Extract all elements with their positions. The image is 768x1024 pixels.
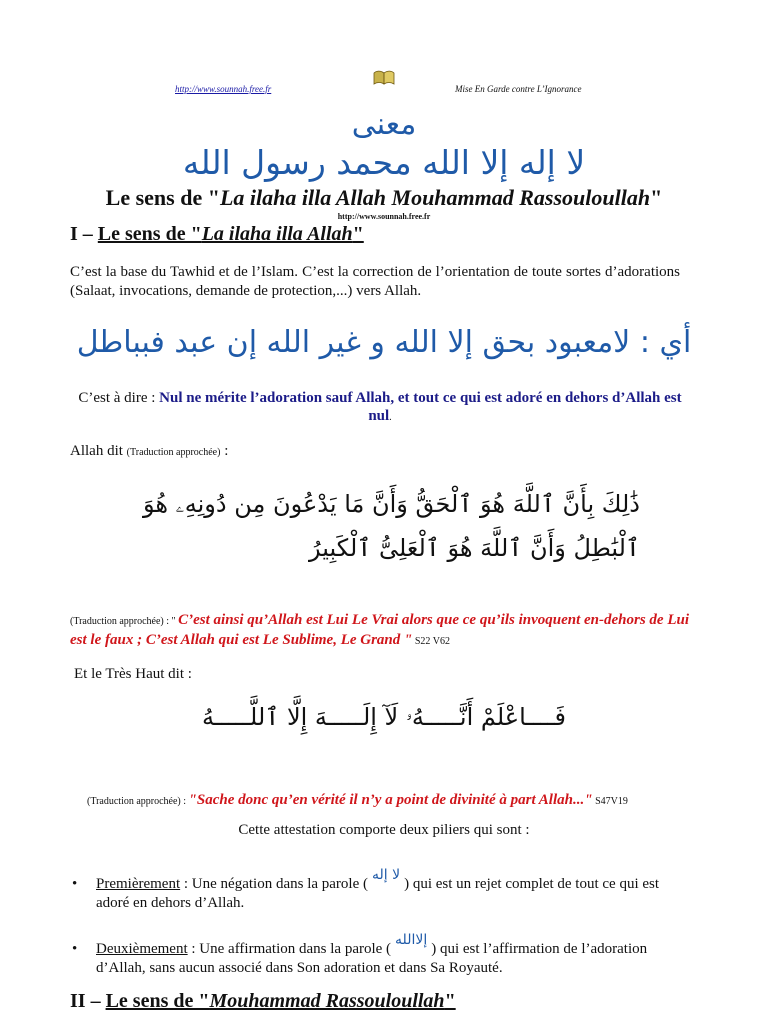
- arabic-title-meaning: معنى: [351, 107, 417, 142]
- bullet-dot: •: [72, 876, 78, 892]
- section-2-heading: II – Le sens de "Mouhammad Rassouloullah": [70, 990, 456, 1012]
- quran-verse-2: فَــــاعْلَمْ أَنَّـــــهُۥ لَآ إِلَـــــهَ إِلَّا ٱللَّـــــهُ: [201, 703, 567, 731]
- page-title: Le sens de "La ilaha illa Allah Mouhammad Rassouloullah": [105, 185, 663, 210]
- cest-a-dire-paragraph: C’est à dire : Nul ne mérite l’adoration sauf Allah, et tout ce qui est adoré en dehors d’Allah est nul.: [78, 390, 682, 424]
- small-url: http://www.sounnah.free.fr: [337, 212, 431, 221]
- book-icon: [373, 70, 395, 86]
- quran-verse-1: ذَٰلِكَ بِأَنَّ ٱللَّهَ هُوَ ٱلْحَقُّ وَأَنَّ مَا يَدْعُونَ مِن دُونِهِۦ هُوَ ٱلْبَٰطِلُ وَأَنَّ ٱللَّهَ هُوَ ٱلْعَلِىُّ ٱلْكَبِيرُ: [142, 490, 640, 562]
- list-item: • Deuxièmement : Une affirmation dans la parole (إلاالله) qui est l’affirmation de l’adoration d’Allah, sans aucun associé dans Son adoration et dans Sa Royauté.: [72, 932, 648, 976]
- allah-dit-line: Allah dit (Traduction approchée) :: [70, 443, 229, 459]
- mise-en-garde-text: Mise En Garde contre L’Ignorance: [455, 84, 582, 94]
- et-le-tres-haut-line: Et le Très Haut dit :: [74, 666, 192, 682]
- sounnah-link[interactable]: http://www.sounnah.free.fr: [175, 84, 272, 94]
- intro-paragraph: C’est la base du Tawhid et de l’Islam. C’est la correction de l’orientation de toute sortes d’adorations (Salaat, invocations, demande de protection,...) vers Allah.: [70, 264, 680, 299]
- attestation-line: Cette attestation comporte deux piliers qui sont :: [238, 822, 530, 838]
- arabic-title-shahada: لا إله إلا الله محمد رسول الله: [182, 143, 586, 182]
- translation-1: (Traduction approchée) : " C’est ainsi qu’Allah est Lui Le Vrai alors que ce qu’ils invoquent en-dehors de Lui est le faux ; C’est Allah qui est Le Sublime, Le Grand " S22 V62: [70, 612, 690, 648]
- arabic-meaning-line: أي : لامعبود بحق إلا الله و غير الله إن عبد فبباطل: [76, 325, 692, 360]
- section-1-heading: I – Le sens de "La ilaha illa Allah": [70, 223, 364, 245]
- translation-2: (Traduction approchée) : "Sache donc qu’en vérité il n’y a point de divinité à part Allah..." S47V19: [87, 792, 628, 808]
- list-item: • Premièrement : Une négation dans la parole (لا إله) qui est un rejet complet de tout ce qui est adoré en dehors d’Allah.: [72, 867, 660, 911]
- bullet-dot: •: [72, 941, 78, 957]
